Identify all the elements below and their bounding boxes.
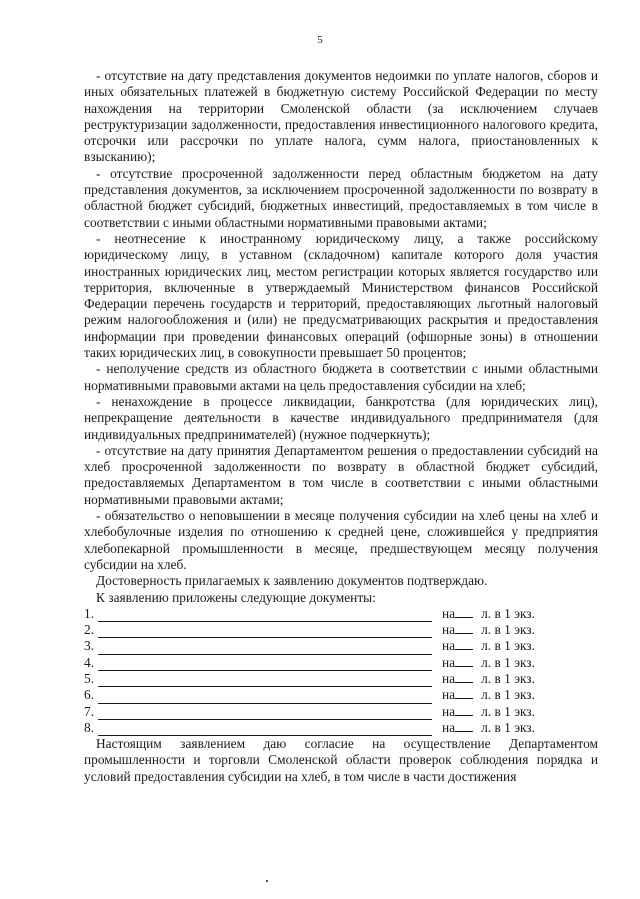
consent-paragraph: Настоящим заявлением даю согласие на осуществление Департаментом промышленности и торговли Смоленской области проверок соблюдения порядка и условий предоставления субсидии на хлеб, в том числе в части достижения <box>84 736 598 784</box>
list-item <box>84 622 598 638</box>
attached-documents-heading: К заявлению приложены следующие документы: <box>96 589 376 605</box>
documents-list <box>84 606 598 736</box>
condition-paragraph-7: - обязательство о неповышении в месяце получения субсидии на хлеб цены на хлеб и хлебобулочные изделия по отношению к средней цене, сложившейся у предприятия хлебопекарной промышленности в месяце, предшествующем месяцу получения субсидии на хлеб. <box>84 508 598 572</box>
condition-paragraph-5: - ненахождение в процессе ликвидации, банкротства (для юридических лиц), непрекращение деятельности в качестве индивидуального предпринимателя (для индивидуальных предпринимателей) (нужное подчеркнуть); <box>84 393 598 442</box>
pages-label: на <box>442 638 473 654</box>
list-item <box>84 687 598 703</box>
list-item <box>84 704 598 720</box>
condition-paragraph-1: - отсутствие на дату представления документов недоимки по уплате налогов, сборов и иных обязательных платежей в бюджетную систему Российской Федерации по месту нахождения на территории Смоленской области (за исключением случаев реструктуризации задолженности, предоставления инвестиционного налогового кредита, отсрочки или рассрочки по уплате налога, сумм налога, приостановленных к взысканию); <box>84 68 598 165</box>
copies-label: л. в 1 экз. <box>481 687 535 703</box>
document-body <box>84 68 598 785</box>
copies-label: л. в 1 экз. <box>481 703 535 719</box>
list-item <box>84 655 598 671</box>
condition-paragraph-6: - отсутствие на дату принятия Департаментом решения о предоставлении субсидий на хлеб просроченной задолженности по возврату в областной бюджет субсидий, предоставляемых Департаментом в том числе в соответствии с иными областными нормативными правовыми актами; <box>84 442 598 507</box>
pages-label: на <box>442 704 473 720</box>
pages-label: на <box>442 687 473 703</box>
document-name-field[interactable] <box>98 692 432 704</box>
document-name-field[interactable] <box>98 626 432 638</box>
copies-label: л. в 1 экз. <box>481 622 535 638</box>
pages-count-field[interactable] <box>455 687 473 699</box>
document-name-field[interactable] <box>98 675 432 687</box>
condition-paragraph-3: - неотнесение к иностранному юридическому лицу, а также российскому юридическому лицу, в уставном (складочном) капитале которого доля участия иностранных юридических лиц, местом регистрации которых является государство или территория, включенные в утверждаемый Министерством финансов Российской Федерации перечень государств и территорий, предоставляющих льготный налоговый режим налогообложения и (или) не предусматривающих раскрытия и предоставления информации при проведении финансовых операций (офшорные зоны) в отношении таких юридических лиц, в совокупности превышает 50 процентов; <box>84 230 598 361</box>
pages-label: на <box>442 655 473 671</box>
document-name-field[interactable] <box>98 643 432 655</box>
copies-label: л. в 1 экз. <box>481 670 535 686</box>
document-number: 3. <box>84 638 95 654</box>
pages-count-field[interactable] <box>455 671 473 683</box>
copies-label: л. в 1 экз. <box>481 654 535 670</box>
document-number: 6. <box>84 687 95 703</box>
document-name-field[interactable] <box>98 708 432 720</box>
document-name-field[interactable] <box>98 610 432 622</box>
document-name-field[interactable] <box>98 659 432 671</box>
pages-label: на <box>442 720 473 736</box>
pages-count-field[interactable] <box>455 622 473 634</box>
list-item <box>84 606 598 622</box>
pages-count-field[interactable] <box>455 638 473 650</box>
list-item <box>84 720 598 736</box>
document-number: 1. <box>84 605 95 621</box>
document-number: 2. <box>84 622 95 638</box>
list-item <box>84 671 598 687</box>
pages-count-field[interactable] <box>455 655 473 667</box>
document-number: 8. <box>84 719 95 735</box>
confirm-statement: Достоверность прилагаемых к заявлению документов подтверждаю. <box>96 573 488 589</box>
document-number: 7. <box>84 703 95 719</box>
copies-label: л. в 1 экз. <box>481 719 535 735</box>
list-item <box>84 638 598 654</box>
pages-label: на <box>442 606 473 622</box>
document-number: 4. <box>84 654 95 670</box>
scan-speck <box>266 880 268 882</box>
condition-paragraph-4: - неполучение средств из областного бюджета в соответствии с иными областными нормативными правовыми актами на цель предоставления субсидии на хлеб; <box>84 361 598 393</box>
pages-count-field[interactable] <box>455 606 473 618</box>
document-number: 5. <box>84 670 95 686</box>
pages-count-field[interactable] <box>455 720 473 732</box>
pages-label: на <box>442 622 473 638</box>
document-name-field[interactable] <box>98 724 432 736</box>
copies-label: л. в 1 экз. <box>481 638 535 654</box>
pages-label: на <box>442 671 473 687</box>
condition-paragraph-2: - отсутствие просроченной задолженности перед областным бюджетом на дату представления документов, за исключением просроченной задолженности по возврату в областной бюджет субсидий, бюджетных инвестиций, предоставляемых в том числе в соответствии с иными областными нормативными правовыми актами; <box>84 165 598 230</box>
pages-count-field[interactable] <box>455 704 473 716</box>
copies-label: л. в 1 экз. <box>481 605 535 621</box>
page-number: 5 <box>317 34 323 46</box>
